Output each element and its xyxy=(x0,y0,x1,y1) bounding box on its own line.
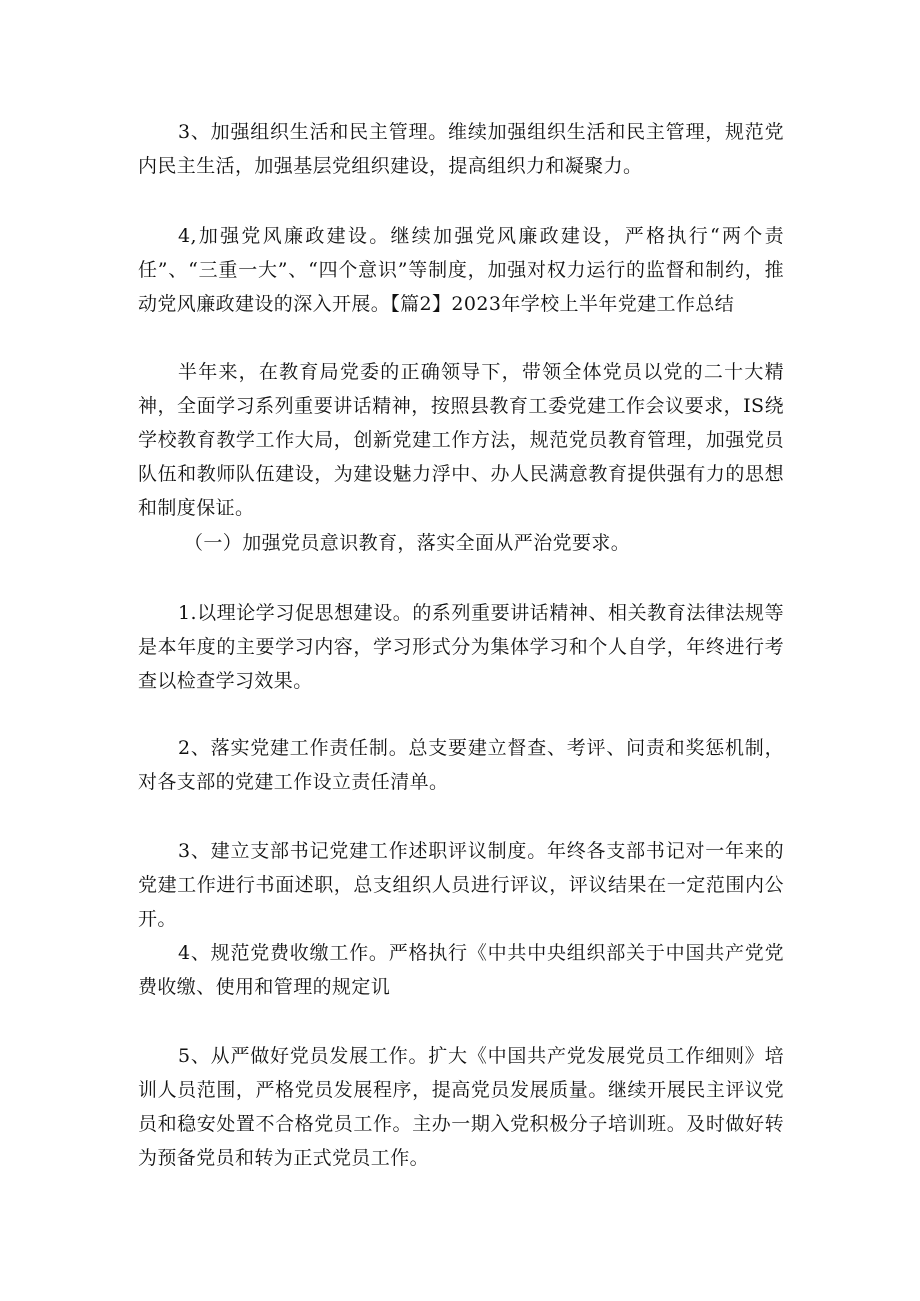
paragraph-organization-life: 3、加强组织生活和民主管理。维续加强组织生活和民主管理，规范党内民主生活，加强基层党组织建设，提高组织力和凝聚力。 xyxy=(138,121,784,177)
paragraph-responsibility-system: 2、落实党建工作责任制。总支要建立督查、考评、问责和奖惩机制，对各支部的党建工作设立责任清单。 xyxy=(138,737,784,793)
paragraph-secretary-review: 3、建立支部书记党建工作述职评议制度。年终各支部书记对一年来的党建工作进行书面述职，总支组织人员进行评议，评议结果在一定范围内公开。 xyxy=(138,840,784,930)
paragraph-member-development: 5、从严做好党员发展工作。扩大《中国共产党发展党员工作细则》培训人员范围，严格党员发展程序，提高党员发展质量。继续开展民主评议党员和稳安处置不合格党员工作。主办一期入党积极分子培训班。及时做好转为预备党员和转为正式党员工作。 xyxy=(138,1045,784,1169)
section-heading-party-awareness: （一）加强党员意识教育，落实全面从严治党要求。 xyxy=(184,532,631,554)
paragraph-theory-study: 1.以理论学习促思想建设。的系列重要讲话精神、相关教育法律法规等是本年度的主要学习内容，学习形式分为集体学习和个人自学，年终进行考查以检查学习效果。 xyxy=(138,602,784,692)
paragraph-party-dues: 4、规范党费收缴工作。严格执行《中共中央组织部关于中国共产党党费收缴、使用和管理的规定讥 xyxy=(138,942,784,998)
paragraph-party-integrity: 4,加强党风廉政建设。继续加强党风廉政建设，严格执行“两个责任”、“三重一大”、“四个意识”等制度，加强对权力运行的监督和制约，推动党风廉政建设的深入开展。【篇2】2023年学校上半年党建工作总结 xyxy=(138,225,784,315)
paragraph-half-year-summary: 半年来，在教育局党委的正确领导下，带领全体党员以党的二十大精神，全面学习系列重要讲话精神，按照县教育工委党建工作会议要求，IS绕学校教育教学工作大局，创新党建工作方法，规范党员教育管理，加强党员队伍和教师队伍建设，为建设魅力浮中、办人民满意教育提供强有力的思想和制度保证。 xyxy=(138,361,784,519)
